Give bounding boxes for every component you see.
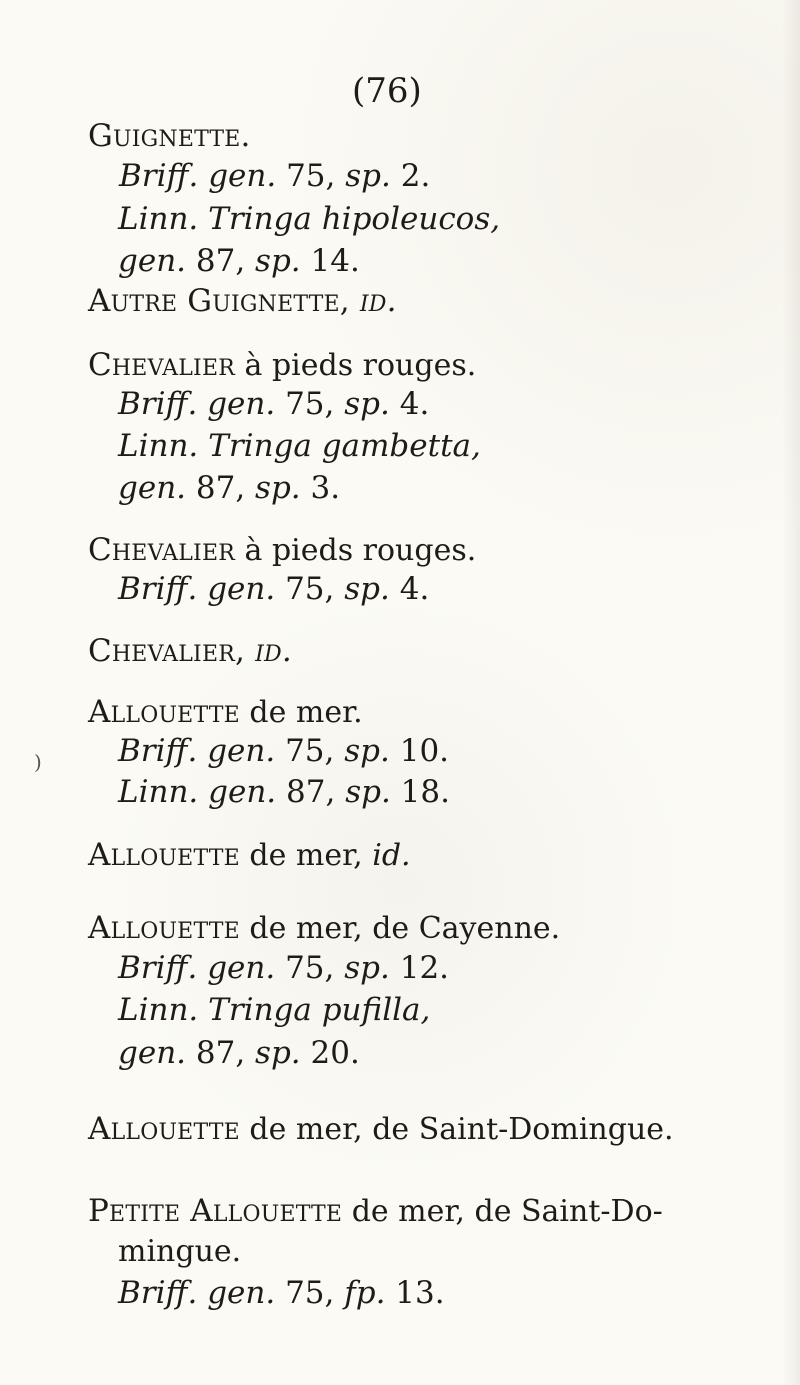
entry-chevalier-1: [88, 347, 477, 383]
linne-gen-num: 87: [195, 470, 236, 506]
allouette-3-rest: de mer, de Cayenne.: [249, 911, 561, 946]
brisson-sp-label: sp.: [344, 571, 390, 607]
entry-petite-allouette-cont: mingue.: [118, 1234, 242, 1269]
entry-autre-guignette: [88, 283, 397, 319]
brisson-author: Briff.: [118, 1275, 198, 1311]
brisson-gen-num: 75: [285, 1275, 325, 1311]
brisson-sp-label: fp.: [344, 1275, 386, 1311]
linne-gen-num: 87: [195, 1035, 236, 1071]
allouette-3-title: Allouette: [88, 910, 240, 946]
entry-allouette-4: [88, 1111, 674, 1147]
linne-sp-num: 18.: [400, 774, 450, 810]
entry-chevalier-2-brisson: Briff. gen. 75, sp. 4.: [118, 571, 430, 607]
autre-guignette-title: Autre Guignette: [88, 283, 340, 319]
chevalier-3-title: Chevalier: [88, 633, 235, 669]
brisson-gen-num: 75: [285, 386, 325, 422]
chevalier-1-rest: à pieds rouges.: [244, 348, 477, 383]
linne-species-tail: ,: [490, 201, 501, 237]
entry-petite-allouette-brisson: Briff. gen. 75, fp. 13.: [118, 1275, 445, 1311]
brisson-sp-num: 2.: [400, 158, 431, 194]
brisson-sp-label: sp.: [344, 386, 390, 422]
autre-guignette-idem: id.: [359, 283, 397, 319]
allouette-4-rest: de mer, de Saint-Domingue.: [249, 1112, 674, 1147]
allouette-2-idem: id.: [372, 838, 411, 873]
brisson-sp-num: 10.: [399, 733, 450, 769]
linne-sp-label: sp.: [255, 470, 301, 506]
brisson-sp-label: sp.: [345, 158, 391, 194]
entry-allouette-1-linne: Linn. gen. 87, sp. 18.: [118, 774, 450, 810]
linne-species-tail: ,: [420, 992, 431, 1028]
linne-sp-label: sp.: [255, 1035, 301, 1071]
entry-allouette-3-linne: [118, 992, 431, 1028]
linne-sp-num: 20.: [310, 1035, 360, 1071]
brisson-gen-label: gen.: [207, 733, 276, 769]
allouette-1-title: Allouette: [88, 694, 240, 730]
allouette-2-sep: ,: [353, 838, 363, 873]
linne-species-name: Tringa pufilla: [208, 992, 421, 1028]
entry-chevalier-2: [88, 532, 477, 568]
chevalier-1-title: Chevalier: [88, 347, 235, 383]
linne-gen-label: gen.: [118, 243, 187, 279]
brisson-author: Briff.: [118, 733, 198, 769]
page-number: (76): [352, 71, 422, 111]
linne-sp-label: sp.: [255, 243, 301, 279]
linne-species-tail: ,: [471, 428, 481, 464]
brisson-gen-num: 75: [285, 571, 325, 607]
entry-chevalier-1-linne: [118, 428, 481, 464]
linne-sp-label: sp.: [345, 774, 391, 810]
linne-gen-label: gen.: [118, 1035, 187, 1071]
entry-guignette-linne-gen: gen. 87, sp. 14.: [118, 243, 360, 279]
linne-author: Linn.: [118, 201, 199, 237]
brisson-author: Briff.: [118, 950, 198, 986]
entry-guignette-linne: [118, 201, 501, 237]
chevalier-3-idem: id.: [255, 633, 292, 669]
brisson-gen-label: gen.: [208, 158, 277, 194]
brisson-gen-label: gen.: [207, 386, 276, 422]
linne-species-name: Tringa gambetta: [208, 428, 472, 464]
entry-allouette-2: [88, 837, 411, 873]
linne-author: Linn.: [118, 992, 199, 1028]
linne-sp-num: 3.: [310, 470, 341, 506]
entry-petite-allouette: [88, 1193, 663, 1229]
brisson-author: Briff.: [118, 571, 198, 607]
petite-allouette-title: Petite Allouette: [88, 1193, 343, 1229]
linne-author: Linn.: [118, 774, 199, 810]
entry-chevalier-3: [88, 633, 292, 669]
linne-gen-label: gen.: [118, 470, 187, 506]
brisson-gen-label: gen.: [207, 950, 276, 986]
entry-allouette-3-brisson: Briff. gen. 75, sp. 12.: [118, 950, 450, 986]
linne-gen-num: 87: [195, 243, 236, 279]
linne-sp-num: 14.: [310, 243, 360, 279]
allouette-2-title: Allouette: [88, 837, 240, 873]
brisson-author: Briff.: [118, 386, 198, 422]
brisson-sp-label: sp.: [344, 950, 390, 986]
petite-allouette-rest: de mer, de Saint-Do-: [351, 1194, 663, 1229]
brisson-sp-num: 4.: [399, 386, 430, 422]
entry-allouette-3-linne-gen: gen. 87, sp. 20.: [118, 1035, 360, 1071]
brisson-author: Briff.: [119, 158, 199, 194]
autre-guignette-sep: ,: [339, 283, 350, 319]
entry-allouette-3: [88, 910, 561, 946]
entry-allouette-1: [88, 694, 363, 730]
brisson-sp-num: 12.: [399, 950, 450, 986]
brisson-sp-label: sp.: [344, 733, 390, 769]
chevalier-2-title: Chevalier: [88, 532, 235, 568]
allouette-2-rest: de mer: [249, 838, 354, 873]
allouette-4-title: Allouette: [88, 1111, 240, 1147]
brisson-gen-num: 75: [285, 950, 325, 986]
chevalier-3-sep: ,: [234, 633, 246, 669]
page-edge-shadow: [782, 0, 800, 1385]
brisson-sp-num: 4.: [399, 571, 430, 607]
entry-guignette-brisson: Briff. gen. 75, sp. 2.: [119, 158, 431, 194]
entry-guignette-title: Guignette.: [88, 118, 251, 154]
brisson-gen-num: 75: [286, 158, 326, 194]
linne-gen-num: 87: [286, 774, 326, 810]
brisson-gen-label: gen.: [207, 1275, 276, 1311]
entry-allouette-1-brisson: Briff. gen. 75, sp. 10.: [118, 733, 450, 769]
chevalier-2-rest: à pieds rouges.: [244, 533, 477, 568]
entry-chevalier-1-linne-gen: gen. 87, sp. 3.: [118, 470, 341, 506]
brisson-sp-num: 13.: [395, 1275, 445, 1311]
allouette-1-rest: de mer.: [249, 695, 363, 730]
margin-mark: ): [34, 750, 42, 774]
linne-species-name: Tringa hipoleucos: [208, 201, 491, 237]
entry-chevalier-1-brisson: Briff. gen. 75, sp. 4.: [118, 386, 430, 422]
linne-author: Linn.: [118, 428, 199, 464]
brisson-gen-label: gen.: [207, 571, 276, 607]
linne-gen-label: gen.: [208, 774, 277, 810]
brisson-gen-num: 75: [285, 733, 325, 769]
